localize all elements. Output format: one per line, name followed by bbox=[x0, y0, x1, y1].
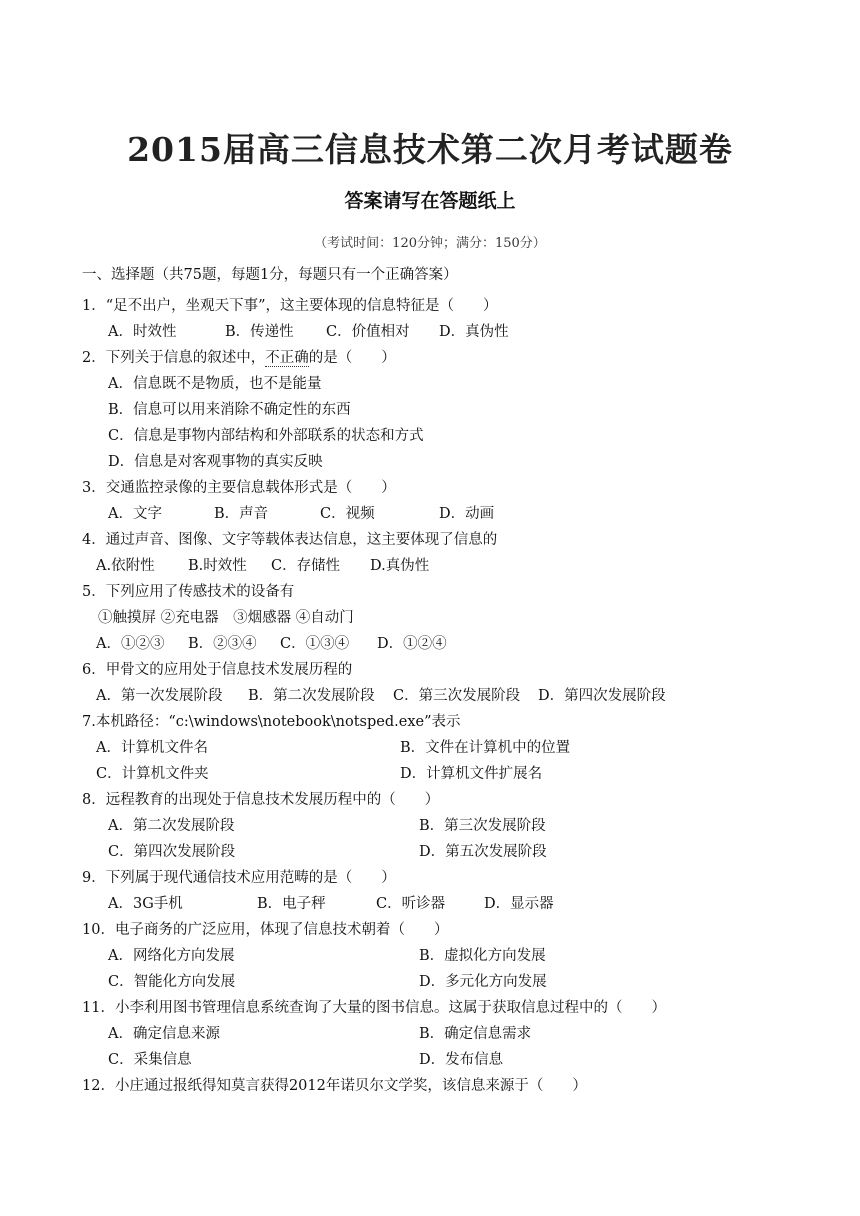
option: B．电子秤 bbox=[257, 896, 326, 912]
option: A．第二次发展阶段 bbox=[108, 818, 235, 834]
option: A．计算机文件名 bbox=[96, 740, 208, 756]
option: A.依附性 bbox=[96, 558, 155, 574]
exam-info bbox=[0, 232, 860, 251]
option: C．第三次发展阶段 bbox=[393, 688, 521, 704]
option: C．信息是事物内部结构和外部联系的状态和方式 bbox=[108, 428, 424, 444]
question-stem: 8．远程教育的出现处于信息技术发展历程中的（ ） bbox=[82, 792, 440, 808]
stem-emphasis: 不正确 bbox=[265, 350, 309, 366]
option: B．声音 bbox=[214, 506, 269, 522]
option: C．视频 bbox=[320, 506, 375, 522]
option: B．文件在计算机中的位置 bbox=[400, 740, 571, 756]
option: B．传递性 bbox=[225, 324, 294, 340]
question-stem: 11．小李利用图书管理信息系统查询了大量的图书信息。这属于获取信息过程中的（ ） bbox=[82, 1000, 666, 1016]
question-stem: 5．下列应用了传感技术的设备有 bbox=[82, 584, 295, 600]
option: C．计算机文件夹 bbox=[96, 766, 209, 782]
option: B．确定信息需求 bbox=[419, 1026, 532, 1042]
option: D．显示器 bbox=[484, 896, 554, 912]
question-stem: 6．甲骨文的应用处于信息技术发展历程的 bbox=[82, 662, 353, 678]
option: A．网络化方向发展 bbox=[108, 948, 235, 964]
option: B．信息可以用来消除不确定性的东西 bbox=[108, 402, 351, 418]
page-title: 2015届高三信息技术第二次月考试题卷 bbox=[127, 130, 733, 169]
option: A．确定信息来源 bbox=[108, 1026, 220, 1042]
option: D．真伪性 bbox=[439, 324, 509, 340]
option: D.真伪性 bbox=[370, 558, 430, 574]
option: D．计算机文件扩展名 bbox=[400, 766, 543, 782]
question-stem: 12．小庄通过报纸得知莫言获得2012年诺贝尔文学奖，该信息来源于（ ） bbox=[82, 1078, 587, 1094]
question-stem: 3．交通监控录像的主要信息载体形式是（ ） bbox=[82, 480, 396, 496]
option: D．第四次发展阶段 bbox=[538, 688, 666, 704]
stem-prefix: 2．下列关于信息的叙述中， bbox=[82, 350, 266, 366]
option: A．3G手机 bbox=[108, 896, 183, 912]
option: A．第一次发展阶段 bbox=[96, 688, 223, 704]
question-stem: 10．电子商务的广泛应用，体现了信息技术朝着（ ） bbox=[82, 922, 449, 938]
option: D．动画 bbox=[439, 506, 495, 522]
option: D．①②④ bbox=[377, 636, 447, 652]
stem-suffix: 的是（ ） bbox=[308, 350, 396, 366]
question-stem: 9．下列属于现代通信技术应用范畴的是（ ） bbox=[82, 870, 396, 886]
option: D．发布信息 bbox=[419, 1052, 504, 1068]
question-stem: 4．通过声音、图像、文字等载体表达信息，这主要体现了信息的 bbox=[82, 532, 498, 548]
section-heading: 一、选择题（共75题，每题1分，每题只有一个正确答案） bbox=[82, 267, 458, 283]
option: D．多元化方向发展 bbox=[419, 974, 547, 990]
option: D．信息是对客观事物的真实反映 bbox=[108, 454, 323, 470]
question-stem: 7.本机路径：“c:\windows\notebook\notsped.exe”表示 bbox=[82, 714, 461, 730]
option: C．智能化方向发展 bbox=[108, 974, 236, 990]
option: A．时效性 bbox=[108, 324, 177, 340]
answer-instruction-text: 答案请写在答题纸上 bbox=[344, 190, 516, 212]
option: B．第三次发展阶段 bbox=[419, 818, 546, 834]
option: C．采集信息 bbox=[108, 1052, 192, 1068]
option: B．虚拟化方向发展 bbox=[419, 948, 546, 964]
question-stem bbox=[82, 349, 396, 367]
question-stem: 1．“足不出户，坐观天下事”，这主要体现的信息特征是（ ） bbox=[82, 298, 498, 314]
item-list: ①触摸屏 ②充电器 ③烟感器 ④自动门 bbox=[98, 610, 354, 626]
option: A．信息既不是物质，也不是能量 bbox=[108, 376, 322, 392]
option: D．第五次发展阶段 bbox=[419, 844, 547, 860]
option: C．存储性 bbox=[271, 558, 341, 574]
option: B．第二次发展阶段 bbox=[248, 688, 375, 704]
option: B．②③④ bbox=[188, 636, 257, 652]
exam-info-text: （考试时间：120分钟；满分：150分） bbox=[314, 236, 546, 251]
option: C．听诊器 bbox=[376, 896, 446, 912]
option: B.时效性 bbox=[188, 558, 247, 574]
option: C．①③④ bbox=[280, 636, 350, 652]
option: C．价值相对 bbox=[326, 324, 410, 340]
option: A．文字 bbox=[108, 506, 162, 522]
option: A．①②③ bbox=[96, 636, 165, 652]
answer-instruction bbox=[0, 186, 860, 213]
option: C．第四次发展阶段 bbox=[108, 844, 236, 860]
